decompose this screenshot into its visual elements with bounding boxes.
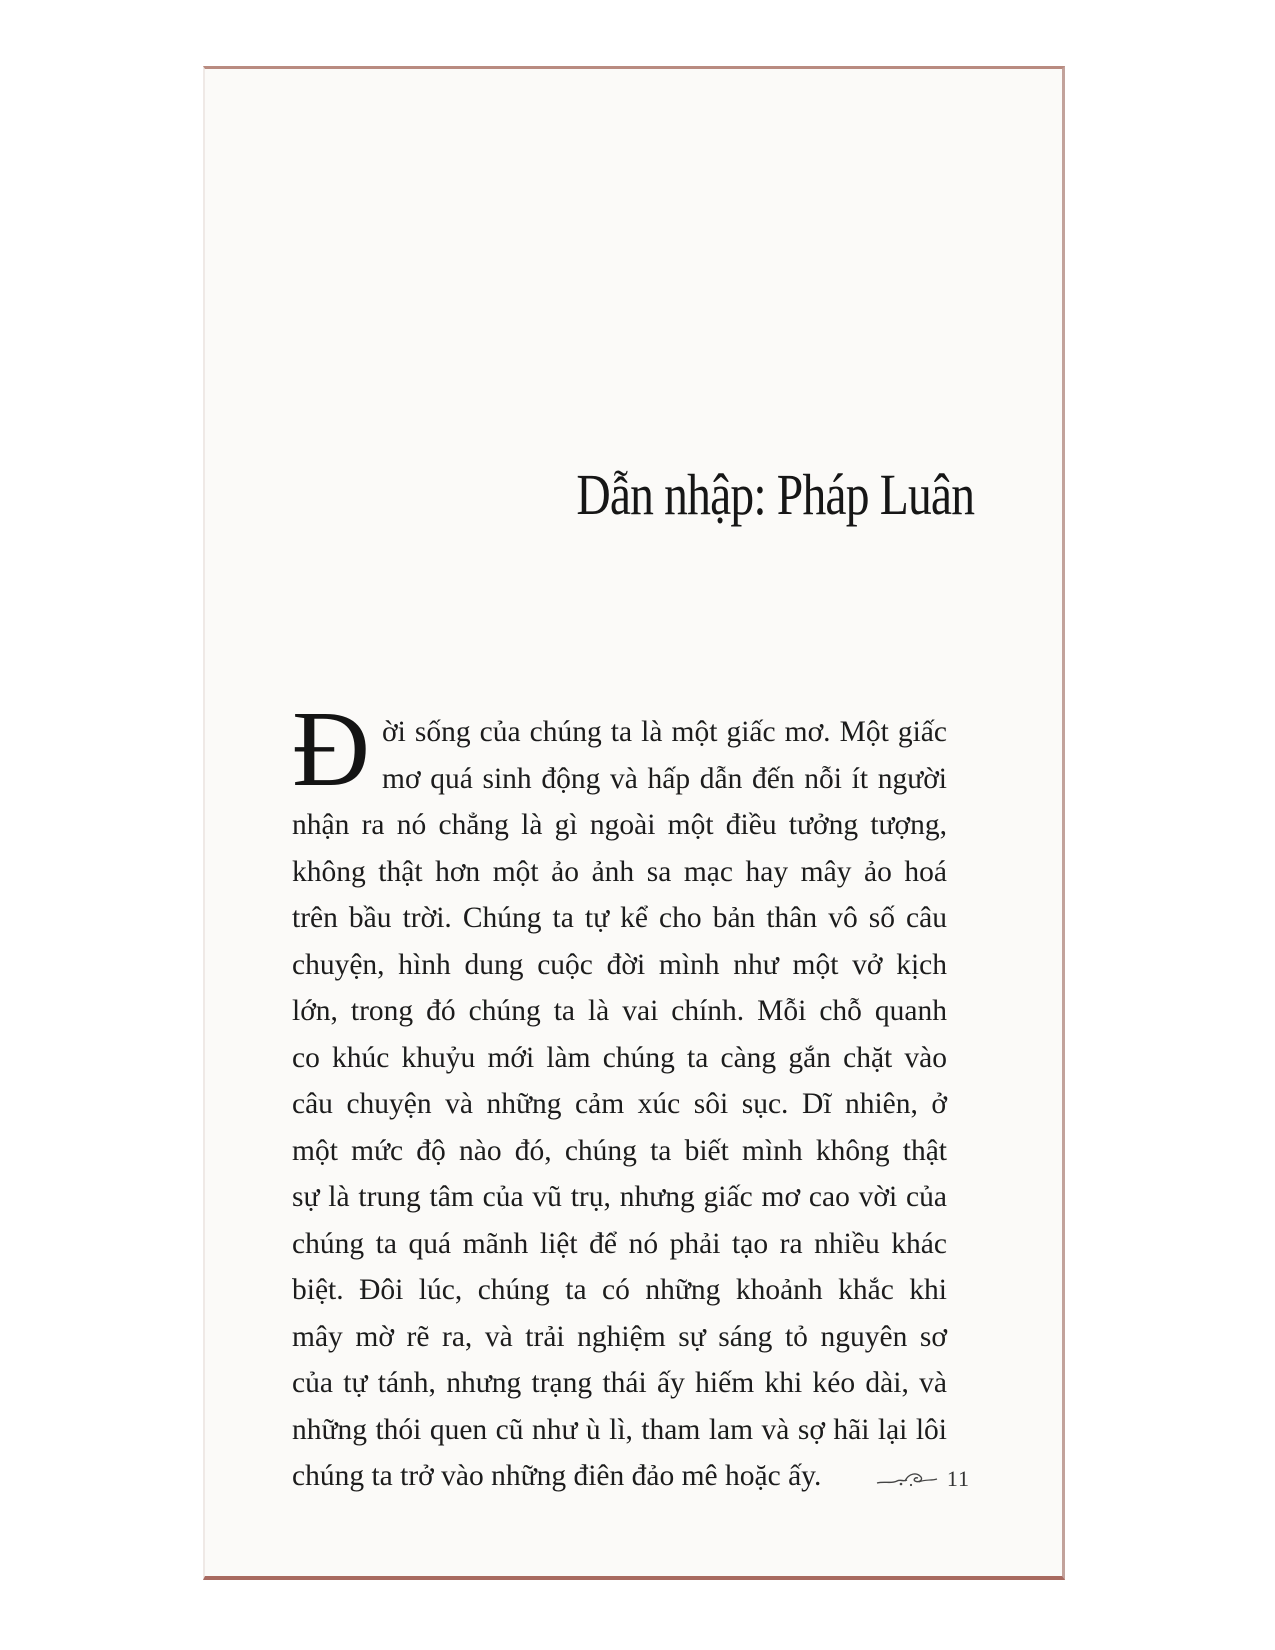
text-line: chúng ta quá mãnh liệt để nó phải tạo ra nhiều khác bbox=[292, 1227, 947, 1260]
text-line: co khúc khuỷu mới làm chúng ta càng gắn chặt vào bbox=[292, 1041, 947, 1074]
text-line: trên bầu trời. Chúng ta tự kể cho bản thân vô số câu bbox=[292, 902, 947, 934]
text-line: ời sống của chúng ta là một giấc mơ. Một giấc bbox=[382, 716, 947, 748]
text-line: mây mờ rẽ ra, và trải nghiệm sự sáng tỏ nguyên sơ bbox=[292, 1320, 947, 1353]
chapter-title: Dẫn nhập: Pháp Luân bbox=[576, 462, 974, 527]
book-page bbox=[203, 66, 1065, 1580]
body-paragraph bbox=[292, 690, 947, 1500]
text-line: biệt. Đôi lúc, chúng ta có những khoảnh khắc khi bbox=[292, 1274, 947, 1306]
text-line: chúng ta trở vào những điên đảo mê hoặc ấy. bbox=[292, 1460, 822, 1492]
text-line: nhận ra nó chẳng là gì ngoài một điều tưởng tượng, bbox=[292, 809, 947, 841]
text-line: lớn, trong đó chúng ta là vai chính. Mỗi chỗ quanh bbox=[292, 995, 947, 1027]
page-number: 11 bbox=[946, 1466, 970, 1491]
text-line: câu chuyện và những cảm xúc sôi sục. Dĩ nhiên, ở bbox=[292, 1088, 947, 1120]
text-line: những thói quen cũ như ù lì, tham lam và sợ hãi lại lôi bbox=[292, 1413, 947, 1446]
text-line: mơ quá sinh động và hấp dẫn đến nỗi ít người bbox=[382, 762, 947, 795]
drop-cap: Đ bbox=[292, 690, 370, 809]
text-line: của tự tánh, nhưng trạng thái ấy hiếm khi kéo dài, và bbox=[292, 1367, 947, 1399]
floral-ornament-icon bbox=[875, 1469, 939, 1489]
text-line: chuyện, hình dung cuộc đời mình như một vở kịch bbox=[292, 948, 947, 981]
text-line: một mức độ nào đó, chúng ta biết mình không thật bbox=[292, 1134, 947, 1167]
page-footer bbox=[875, 1466, 970, 1492]
text-line: không thật hơn một ảo ảnh sa mạc hay mây ảo hoá bbox=[292, 855, 947, 888]
text-line: sự là trung tâm của vũ trụ, nhưng giấc mơ cao vời của bbox=[292, 1181, 947, 1213]
